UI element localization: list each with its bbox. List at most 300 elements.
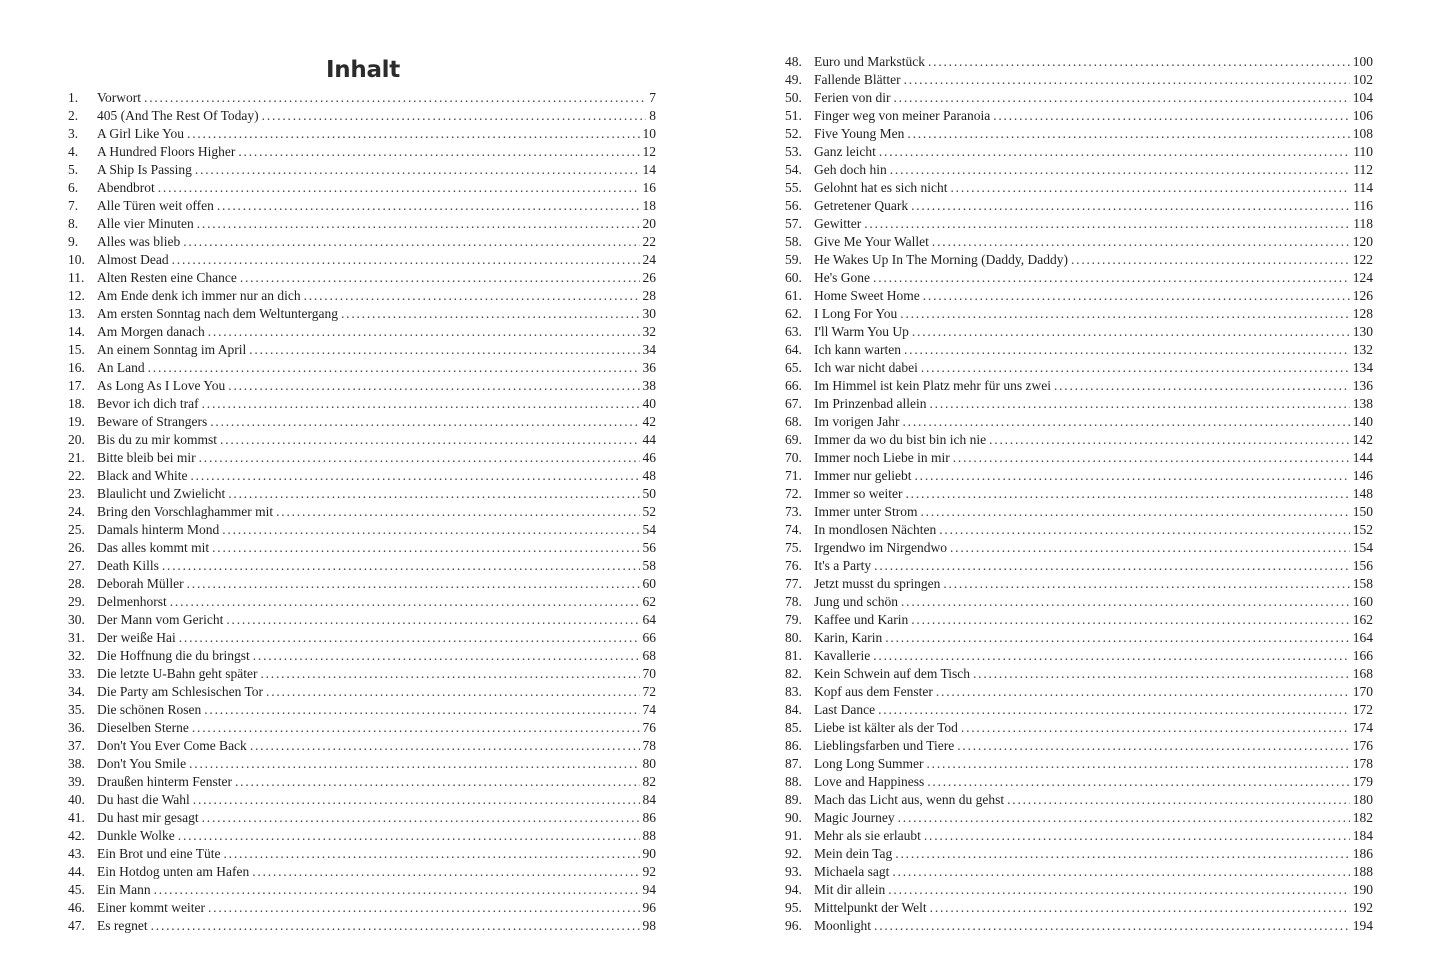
toc-entry-number: 58. xyxy=(785,234,802,249)
toc-entry xyxy=(785,611,1373,629)
dot-leader xyxy=(222,521,639,539)
toc-entry-title: Abendbrot xyxy=(97,180,155,195)
toc-entry-title: I'll Warm You Up xyxy=(814,324,909,339)
toc-entry-title: Immer da wo du bist bin ich nie xyxy=(814,432,987,447)
toc-entry xyxy=(68,809,656,827)
toc-entry-number: 22. xyxy=(68,468,85,483)
toc-entry-title: Delmenhorst xyxy=(97,594,167,609)
toc-entry-page: 78 xyxy=(642,738,656,753)
dot-leader xyxy=(907,125,1349,143)
toc-entry-page: 66 xyxy=(642,630,656,645)
toc-entry-page: 18 xyxy=(642,198,656,213)
dot-leader xyxy=(912,323,1350,341)
dot-leader xyxy=(936,683,1350,701)
toc-entry xyxy=(785,107,1373,125)
toc-entry-page: 7 xyxy=(649,90,656,105)
toc-entry-page: 130 xyxy=(1352,324,1373,339)
toc-entry-title: Kein Schwein auf dem Tisch xyxy=(814,666,970,681)
toc-entry-page: 56 xyxy=(642,540,656,555)
toc-entry-title: He's Gone xyxy=(814,270,871,285)
dot-leader xyxy=(885,629,1350,647)
toc-entry-page: 184 xyxy=(1352,828,1373,843)
toc-entry xyxy=(785,431,1373,449)
dot-leader xyxy=(864,215,1350,233)
toc-entry xyxy=(68,341,656,359)
toc-entry-number: 10. xyxy=(68,252,85,267)
toc-entry-title: A Girl Like You xyxy=(97,126,185,141)
toc-entry-page: 50 xyxy=(642,486,656,501)
toc-entry xyxy=(785,305,1373,323)
toc-entry-title: Kavallerie xyxy=(814,648,871,663)
toc-entry-number: 79. xyxy=(785,612,802,627)
toc-entry-number: 15. xyxy=(68,342,85,357)
dot-leader xyxy=(249,341,639,359)
dot-leader xyxy=(195,161,640,179)
toc-entry-page: 68 xyxy=(642,648,656,663)
dot-leader xyxy=(192,719,640,737)
toc-entry-title: Gelohnt hat es sich nicht xyxy=(814,180,948,195)
dot-leader xyxy=(957,737,1350,755)
toc-entry-number: 2. xyxy=(68,108,79,123)
dot-leader xyxy=(888,881,1350,899)
toc-entry-page: 126 xyxy=(1352,288,1373,303)
toc-entry-number: 77. xyxy=(785,576,802,591)
toc-entry-number: 29. xyxy=(68,594,85,609)
dot-leader xyxy=(878,701,1350,719)
toc-entry-page: 92 xyxy=(642,864,656,879)
toc-entry-page: 14 xyxy=(642,162,656,177)
dot-leader xyxy=(894,89,1350,107)
toc-entry-page: 160 xyxy=(1352,594,1373,609)
dot-leader xyxy=(208,899,640,917)
toc-entry xyxy=(785,881,1373,899)
toc-entry xyxy=(68,233,656,251)
dot-leader xyxy=(929,395,1349,413)
toc-entry-page: 86 xyxy=(642,810,656,825)
dot-leader xyxy=(228,377,639,395)
dot-leader xyxy=(276,503,639,521)
toc-entry-title: 405 (And The Rest Of Today) xyxy=(97,108,259,123)
toc-entry-page: 182 xyxy=(1352,810,1373,825)
toc-entry-title: Jung und schön xyxy=(814,594,898,609)
toc-entry-title: Alten Resten eine Chance xyxy=(97,270,237,285)
toc-entry-page: 170 xyxy=(1352,684,1373,699)
toc-entry-number: 1. xyxy=(68,90,79,105)
toc-entry-page: 148 xyxy=(1352,486,1373,501)
toc-entry-number: 91. xyxy=(785,828,802,843)
toc-entry-number: 65. xyxy=(785,360,802,375)
dot-leader xyxy=(895,845,1349,863)
toc-entry-page: 76 xyxy=(642,720,656,735)
toc-entry-title: Immer unter Strom xyxy=(814,504,918,519)
toc-entry-title: He Wakes Up In The Morning (Daddy, Daddy) xyxy=(814,252,1068,267)
dot-leader xyxy=(989,431,1350,449)
toc-entry xyxy=(785,665,1373,683)
toc-entry-page: 166 xyxy=(1352,648,1373,663)
toc-entry-page: 82 xyxy=(642,774,656,789)
toc-entry-page: 120 xyxy=(1352,234,1373,249)
toc-entry-title: Beware of Strangers xyxy=(97,414,208,429)
toc-entry-number: 20. xyxy=(68,432,85,447)
dot-leader xyxy=(911,197,1350,215)
dot-leader xyxy=(158,179,640,197)
toc-entry-page: 72 xyxy=(642,684,656,699)
toc-entry-title: Alle Türen weit offen xyxy=(97,198,214,213)
toc-entry-title: It's a Party xyxy=(814,558,872,573)
dot-leader xyxy=(890,161,1351,179)
toc-entry xyxy=(785,917,1373,935)
toc-entry-number: 92. xyxy=(785,846,802,861)
dot-leader xyxy=(208,323,640,341)
toc-entry xyxy=(785,161,1373,179)
toc-entry-page: 190 xyxy=(1352,882,1373,897)
toc-entry-page: 90 xyxy=(642,846,656,861)
dot-leader xyxy=(212,539,639,557)
dot-leader xyxy=(172,251,640,269)
toc-entry-page: 112 xyxy=(1353,162,1373,177)
dot-leader xyxy=(170,593,640,611)
dot-leader xyxy=(260,665,639,683)
toc-entry xyxy=(68,215,656,233)
toc-entry-page: 22 xyxy=(642,234,656,249)
toc-entry-title: Damals hinterm Mond xyxy=(97,522,220,537)
dot-leader xyxy=(250,737,640,755)
toc-entry-title: I Long For You xyxy=(814,306,898,321)
toc-entry-number: 7. xyxy=(68,198,79,213)
toc-entry-page: 152 xyxy=(1352,522,1373,537)
dot-leader xyxy=(204,701,639,719)
toc-entry xyxy=(785,809,1373,827)
toc-entry xyxy=(68,899,656,917)
toc-entry xyxy=(68,773,656,791)
dot-leader xyxy=(252,863,639,881)
toc-entry-page: 46 xyxy=(642,450,656,465)
toc-entry-page: 62 xyxy=(642,594,656,609)
toc-entry xyxy=(68,323,656,341)
toc-entry-number: 11. xyxy=(68,270,85,285)
toc-entry-number: 59. xyxy=(785,252,802,267)
dot-leader xyxy=(178,827,640,845)
toc-entry xyxy=(785,899,1373,917)
toc-entry-title: Getretener Quark xyxy=(814,198,909,213)
dot-leader xyxy=(179,629,640,647)
dot-leader xyxy=(901,593,1350,611)
toc-entry xyxy=(68,251,656,269)
dot-leader xyxy=(927,773,1350,791)
toc-entry-page: 44 xyxy=(642,432,656,447)
toc-entry xyxy=(68,863,656,881)
toc-entry-number: 73. xyxy=(785,504,802,519)
dot-leader xyxy=(939,521,1350,539)
toc-entry-title: Ganz leicht xyxy=(814,144,876,159)
toc-entry-number: 27. xyxy=(68,558,85,573)
toc-entry-page: 162 xyxy=(1352,612,1373,627)
toc-entry-title: Das alles kommt mit xyxy=(97,540,210,555)
toc-entry-page: 96 xyxy=(642,900,656,915)
toc-entry-page: 128 xyxy=(1352,306,1373,321)
toc-entry xyxy=(785,629,1373,647)
toc-entry-page: 12 xyxy=(642,144,656,159)
toc-entry-page: 52 xyxy=(642,504,656,519)
toc-entry-page: 16 xyxy=(642,180,656,195)
toc-entry-page: 84 xyxy=(642,792,656,807)
dot-leader xyxy=(953,449,1350,467)
toc-entry xyxy=(785,359,1373,377)
toc-entry-number: 45. xyxy=(68,882,85,897)
toc-entry-number: 68. xyxy=(785,414,802,429)
toc-entry-page: 136 xyxy=(1352,378,1373,393)
toc-entry-page: 60 xyxy=(642,576,656,591)
toc-entry-title: Es regnet xyxy=(97,918,148,933)
toc-entry-page: 122 xyxy=(1352,252,1373,267)
dot-leader xyxy=(914,467,1349,485)
toc-entry-page: 179 xyxy=(1352,774,1373,789)
toc-entry-number: 49. xyxy=(785,72,802,87)
dot-leader xyxy=(223,845,639,863)
dot-leader xyxy=(993,107,1350,125)
toc-entry xyxy=(68,143,656,161)
toc-entry xyxy=(68,701,656,719)
toc-entry xyxy=(785,647,1373,665)
toc-entry xyxy=(68,755,656,773)
toc-entry-title: An einem Sonntag im April xyxy=(97,342,247,357)
dot-leader xyxy=(228,485,639,503)
toc-entry-title: Euro und Markstück xyxy=(814,54,925,69)
toc-entry-page: 180 xyxy=(1352,792,1373,807)
dot-leader xyxy=(921,359,1350,377)
dot-leader xyxy=(162,557,640,575)
toc-entry-number: 33. xyxy=(68,666,85,681)
toc-entry xyxy=(785,503,1373,521)
toc-entry-page: 146 xyxy=(1352,468,1373,483)
toc-entry xyxy=(785,143,1373,161)
toc-entry-title: Mein dein Tag xyxy=(814,846,893,861)
toc-entry xyxy=(68,845,656,863)
dot-leader xyxy=(911,611,1350,629)
toc-entry-number: 8. xyxy=(68,216,79,231)
toc-entry xyxy=(68,431,656,449)
toc-entry-page: 150 xyxy=(1352,504,1373,519)
toc-entry-title: Ein Brot und eine Tüte xyxy=(97,846,221,861)
page-title: Inhalt xyxy=(326,57,400,83)
toc-entry-title: Im vorigen Jahr xyxy=(814,414,900,429)
toc-entry-title: Black and White xyxy=(97,468,188,483)
toc-entry-title: Bevor ich dich traf xyxy=(97,396,199,411)
toc-entry-number: 89. xyxy=(785,792,802,807)
toc-entry-number: 56. xyxy=(785,198,802,213)
toc-entry xyxy=(785,179,1373,197)
toc-entry-page: 186 xyxy=(1352,846,1373,861)
toc-entry-page: 192 xyxy=(1352,900,1373,915)
toc-entry-number: 82. xyxy=(785,666,802,681)
toc-entry-title: Immer noch Liebe in mir xyxy=(814,450,950,465)
toc-entry-title: In mondlosen Nächten xyxy=(814,522,937,537)
toc-entry-page: 54 xyxy=(642,522,656,537)
toc-entry xyxy=(785,755,1373,773)
toc-entry xyxy=(785,557,1373,575)
dot-leader xyxy=(304,287,640,305)
toc-entry xyxy=(785,575,1373,593)
toc-entry xyxy=(68,107,656,125)
toc-entry xyxy=(785,197,1373,215)
toc-entry-title: Long Long Summer xyxy=(814,756,924,771)
toc-entry-number: 57. xyxy=(785,216,802,231)
toc-entry-number: 42. xyxy=(68,828,85,843)
toc-entry-title: Gewitter xyxy=(814,216,862,231)
dot-leader xyxy=(226,611,639,629)
toc-entry-number: 78. xyxy=(785,594,802,609)
toc-entry-title: Am Ende denk ich immer nur an dich xyxy=(97,288,301,303)
toc-entry-page: 88 xyxy=(642,828,656,843)
toc-entry-title: Einer kommt weiter xyxy=(97,900,205,915)
toc-entry xyxy=(785,719,1373,737)
toc-entry-number: 84. xyxy=(785,702,802,717)
toc-entry-number: 25. xyxy=(68,522,85,537)
toc-entry-number: 72. xyxy=(785,486,802,501)
toc-entry xyxy=(785,863,1373,881)
toc-entry-title: Five Young Men xyxy=(814,126,905,141)
toc-entry-number: 38. xyxy=(68,756,85,771)
toc-entry-number: 40. xyxy=(68,792,85,807)
toc-entry-page: 132 xyxy=(1352,342,1373,357)
toc-entry-page: 74 xyxy=(642,702,656,717)
dot-leader xyxy=(154,881,640,899)
toc-entry xyxy=(785,233,1373,251)
dot-leader xyxy=(873,647,1350,665)
dot-leader xyxy=(1007,791,1350,809)
dot-leader xyxy=(973,665,1350,683)
toc-entry-title: Mit dir allein xyxy=(814,882,886,897)
toc-entry-title: An Land xyxy=(97,360,145,375)
toc-entry-page: 70 xyxy=(642,666,656,681)
toc-entry-page: 140 xyxy=(1352,414,1373,429)
dot-leader xyxy=(950,179,1350,197)
toc-entry-number: 54. xyxy=(785,162,802,177)
toc-entry-number: 24. xyxy=(68,504,85,519)
toc-entry xyxy=(785,791,1373,809)
toc-entry xyxy=(68,737,656,755)
toc-entry-number: 94. xyxy=(785,882,802,897)
dot-leader xyxy=(341,305,640,323)
toc-entry-title: Kopf aus dem Fenster xyxy=(814,684,933,699)
toc-entry xyxy=(68,377,656,395)
toc-entry-number: 71. xyxy=(785,468,802,483)
dot-leader xyxy=(266,683,639,701)
toc-entry xyxy=(68,485,656,503)
toc-entry xyxy=(68,413,656,431)
toc-entry-number: 9. xyxy=(68,234,79,249)
toc-entry xyxy=(785,521,1373,539)
dot-leader xyxy=(932,233,1350,251)
toc-entry xyxy=(68,539,656,557)
toc-entry-number: 34. xyxy=(68,684,85,699)
dot-leader xyxy=(927,755,1350,773)
toc-entry-page: 172 xyxy=(1352,702,1373,717)
toc-entry xyxy=(68,665,656,683)
toc-entry-title: Give Me Your Wallet xyxy=(814,234,929,249)
toc-entry-number: 95. xyxy=(785,900,802,915)
toc-entry-title: Love and Happiness xyxy=(814,774,925,789)
toc-entry-number: 4. xyxy=(68,144,79,159)
dot-leader xyxy=(183,233,639,251)
toc-entry-title: Lieblingsfarben und Tiere xyxy=(814,738,955,753)
toc-entry-title: A Ship Is Passing xyxy=(97,162,192,177)
dot-leader xyxy=(873,269,1350,287)
toc-entry xyxy=(68,125,656,143)
toc-entry-title: Immer nur geliebt xyxy=(814,468,912,483)
toc-entry xyxy=(68,557,656,575)
toc-entry-number: 96. xyxy=(785,918,802,933)
dot-leader xyxy=(202,809,640,827)
toc-entry-number: 66. xyxy=(785,378,802,393)
toc-entry-page: 188 xyxy=(1352,864,1373,879)
toc-entry-number: 53. xyxy=(785,144,802,159)
toc-entry-page: 174 xyxy=(1352,720,1373,735)
toc-entry xyxy=(68,521,656,539)
dot-leader xyxy=(1071,251,1350,269)
toc-entry xyxy=(68,791,656,809)
toc-entry-title: Death Kills xyxy=(97,558,159,573)
toc-entry xyxy=(68,503,656,521)
toc-entry-title: Last Dance xyxy=(814,702,876,717)
dot-leader xyxy=(210,413,639,431)
toc-entry-title: Am Morgen danach xyxy=(97,324,205,339)
toc-entry xyxy=(785,377,1373,395)
dot-leader xyxy=(905,485,1349,503)
toc-entry xyxy=(785,413,1373,431)
dot-leader xyxy=(189,755,639,773)
toc-entry xyxy=(68,647,656,665)
dot-leader xyxy=(217,197,640,215)
toc-entry-number: 63. xyxy=(785,324,802,339)
toc-left-column xyxy=(68,89,656,935)
toc-entry-page: 80 xyxy=(642,756,656,771)
toc-entry-title: Ein Mann xyxy=(97,882,151,897)
toc-entry xyxy=(68,881,656,899)
toc-entry xyxy=(785,593,1373,611)
toc-entry-number: 55. xyxy=(785,180,802,195)
toc-entry-title: Alles was blieb xyxy=(97,234,181,249)
toc-entry xyxy=(785,125,1373,143)
toc-entry-page: 20 xyxy=(642,216,656,231)
toc-entry-number: 18. xyxy=(68,396,85,411)
toc-entry-title: Alle vier Minuten xyxy=(97,216,194,231)
toc-entry xyxy=(785,773,1373,791)
toc-entry-title: Die Hoffnung die du bringst xyxy=(97,648,250,663)
dot-leader xyxy=(898,809,1350,827)
toc-entry-title: Dunkle Wolke xyxy=(97,828,175,843)
toc-entry xyxy=(785,539,1373,557)
toc-entry-number: 69. xyxy=(785,432,802,447)
toc-entry-number: 74. xyxy=(785,522,802,537)
dot-leader xyxy=(924,827,1350,845)
dot-leader xyxy=(943,575,1349,593)
dot-leader xyxy=(187,575,640,593)
toc-entry xyxy=(68,683,656,701)
dot-leader xyxy=(1054,377,1350,395)
toc-entry-title: Deborah Müller xyxy=(97,576,184,591)
toc-entry-page: 58 xyxy=(642,558,656,573)
toc-entry-title: Du hast die Wahl xyxy=(97,792,190,807)
toc-entry xyxy=(68,629,656,647)
toc-entry xyxy=(785,485,1373,503)
toc-entry-page: 106 xyxy=(1352,108,1373,123)
dot-leader xyxy=(187,125,639,143)
toc-entry-number: 85. xyxy=(785,720,802,735)
toc-entry-page: 102 xyxy=(1352,72,1373,87)
dot-leader xyxy=(920,503,1349,521)
toc-entry-page: 176 xyxy=(1352,738,1373,753)
